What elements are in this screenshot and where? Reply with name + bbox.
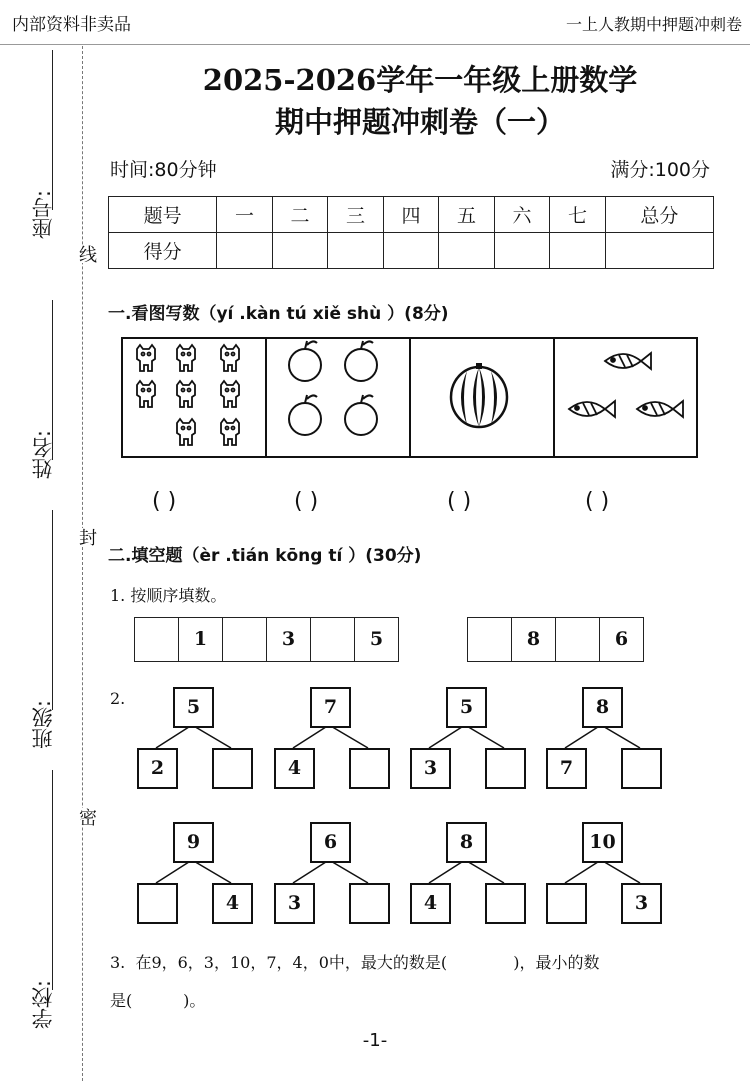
tree-top-box: 8	[446, 822, 487, 863]
tree-left-box: 3	[274, 883, 315, 924]
title-line1: 2025-2026学年一年级上册数学	[202, 63, 638, 97]
header-left-text: 内部资料非卖品	[12, 15, 131, 35]
tree-top-box: 8	[582, 687, 623, 728]
tree-top-box: 7	[310, 687, 351, 728]
tree-left-box: 4	[410, 883, 451, 924]
sequence-cell: 3	[267, 618, 311, 661]
sequence-cell: 8	[512, 618, 556, 661]
tree-top-box: 5	[446, 687, 487, 728]
tree-left-box: 2	[137, 748, 178, 789]
title-line2: 期中押题冲刺卷（一）	[274, 105, 565, 139]
score-header-cell: 六	[494, 197, 550, 233]
score-row-label: 得分	[109, 233, 217, 269]
question-3-line1: 3. 在9，6，3，10，7，4，0中，最大的数是( )，最小的数	[110, 953, 600, 972]
tree-right-box: 4	[212, 883, 253, 924]
sequence-cell: 6	[614, 628, 629, 650]
answer-paren-3[interactable]: ( )	[447, 489, 472, 514]
class-label: 班级:	[31, 700, 55, 750]
tree-left-box[interactable]	[546, 883, 587, 924]
name-label: 姓名:	[31, 430, 55, 480]
sequence-cell: 5	[369, 628, 384, 650]
score-header-cell: 三	[328, 197, 384, 233]
header-right-text: 一上人教期中押题冲刺卷	[565, 15, 742, 34]
tree-right-box: 3	[621, 883, 662, 924]
tree-left-box: 7	[546, 748, 587, 789]
tree-right-box[interactable]	[485, 883, 526, 924]
seal-feng: 封	[73, 528, 99, 546]
answer-paren-4[interactable]: ( )	[585, 489, 610, 514]
tree-top-box: 6	[310, 822, 351, 863]
score-header-cell: 七	[550, 197, 606, 233]
question-2-text: 2.	[110, 689, 126, 708]
answer-paren-2[interactable]: ( )	[294, 489, 319, 514]
tree-right-box[interactable]	[485, 748, 526, 789]
tree-right-box[interactable]	[349, 883, 390, 924]
score-header-cell: 题号	[109, 197, 217, 233]
seal-xian: 线	[73, 245, 99, 263]
tree-left-box[interactable]	[137, 883, 178, 924]
score-header-cell: 二	[272, 197, 328, 233]
tree-right-box[interactable]	[621, 748, 662, 789]
tree-left-box: 3	[410, 748, 451, 789]
tree-top-box: 5	[173, 687, 214, 728]
score-header-cell: 四	[383, 197, 439, 233]
tree-right-box[interactable]	[212, 748, 253, 789]
tree-right-box[interactable]	[349, 748, 390, 789]
answer-paren-1[interactable]: ( )	[152, 489, 177, 514]
exam-time: 时间:80分钟	[110, 159, 217, 181]
seat-label: 座号:	[31, 190, 55, 240]
school-label: 学校:	[31, 980, 55, 1030]
score-header-cell: 总分	[605, 197, 713, 233]
page-number: -1-	[362, 1030, 388, 1051]
section2-heading: 二.填空题（èr .tián kōng tí ）(30分)	[108, 546, 422, 566]
sequence-cell: 1	[179, 618, 223, 661]
section1-heading: 一.看图写数（yí .kàn tú xiě shù ）(8分)	[108, 304, 449, 324]
score-header-cell: 一	[217, 197, 273, 233]
score-header-cell: 五	[439, 197, 495, 233]
tree-top-box: 9	[173, 822, 214, 863]
question-1-text: 1. 按顺序填数。	[110, 586, 227, 605]
exam-full-score: 满分:100分	[610, 159, 710, 181]
seal-mi: 密	[73, 808, 99, 826]
question-3-line2: 是( )。	[110, 991, 206, 1010]
tree-top-box: 10	[582, 822, 623, 863]
tree-left-box: 4	[274, 748, 315, 789]
